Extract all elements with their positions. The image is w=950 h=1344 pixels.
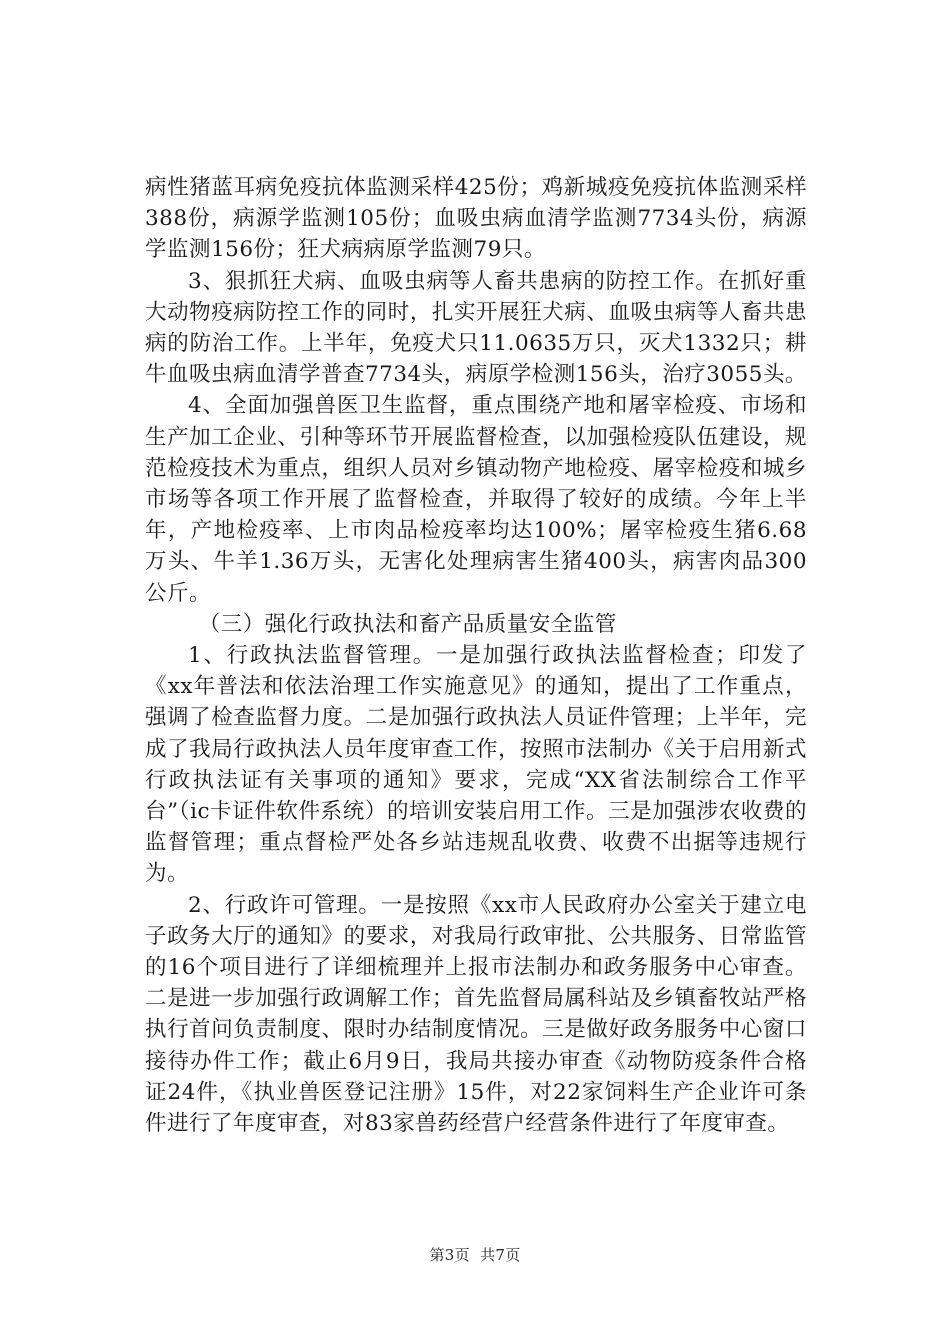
page-number: 第3页 共7页 — [429, 1246, 521, 1264]
paragraph-administrative-licensing: 2、行政许可管理。一是按照《xx市人民政府办公室关于建立电子政务大厅的通知》的要求，对我局行政审批、公共服务、日常监管的16个项目进行了详细梳理并上报市法制办和政务服务中心审查。二是进一步加强行政调解工作；首先监督局属科站及乡镇畜牧站严格执行首问负责制度、限时办结制度情况。三是做好政务服务中心窗口接待办件工作；截止6月9日，我局共接办审查《动物防疫条件合格证24件，《执业兽医登记注册》15件，对22家饲料生产企业许可条件进行了年度审查，对83家兽药经营户经营条件进行了年度审查。 — [145, 892, 807, 1137]
paragraph-monitoring: 病性猪蓝耳病免疫抗体监测采样425份；鸡新城疫免疫抗体监测采样388份，病源学监测105份；血吸虫病血清学监测7734头份，病源学监测156份；狂犬病病原学监测79只。 — [145, 175, 807, 263]
paragraph-law-enforcement: 1、行政执法监督管理。一是加强行政执法监督检查；印发了《xx年普法和依法治理工作实施意见》的通知，提出了工作重点，强调了检查监督力度。二是加强行政执法人员证件管理；上半年，完成了我局行政执法人员年度审查工作，按照市法制办《关于启用新式行政执法证有关事项的通知》要求，完成“XX省法制综合工作平台”（ic卡证件软件系统）的培训安装启用工作。三是加强涉农收费的监督管理；重点督检严处各乡站违规乱收费、收费不出据等违规行为。 — [145, 643, 807, 887]
paragraph-veterinary-supervision: 4、全面加强兽医卫生监督，重点围绕产地和屠宰检疫、市场和生产加工企业、引种等环节开展监督检查，以加强检疫队伍建设，规范检疫技术为重点，组织人员对乡镇动物产地检疫、屠宰检疫和城乡市场等各项工作开展了监督检查，并取得了较好的成绩。今年上半年，产地检疫率、上市肉品检疫率均达100%；屠宰检疫生猪6.68万头、牛羊1.36万头，无害化处理病害生猪400头，病害肉品300公斤。 — [145, 393, 807, 606]
page-footer — [0, 1244, 950, 1265]
paragraph-zoonosis-control: 3、狠抓狂犬病、血吸虫病等人畜共患病的防控工作。在抓好重大动物疫病防控工作的同时，扎实开展狂犬病、血吸虫病等人畜共患病的防治工作。上半年，免疫犬只11.0635万只，灭犬1332只；耕牛血吸虫病血清学普查7734头，病原学检测156头，治疗3055头。 — [145, 268, 807, 388]
section-heading: （三）强化行政执法和畜产品质量安全监管 — [198, 611, 617, 637]
document-body — [145, 172, 807, 1139]
